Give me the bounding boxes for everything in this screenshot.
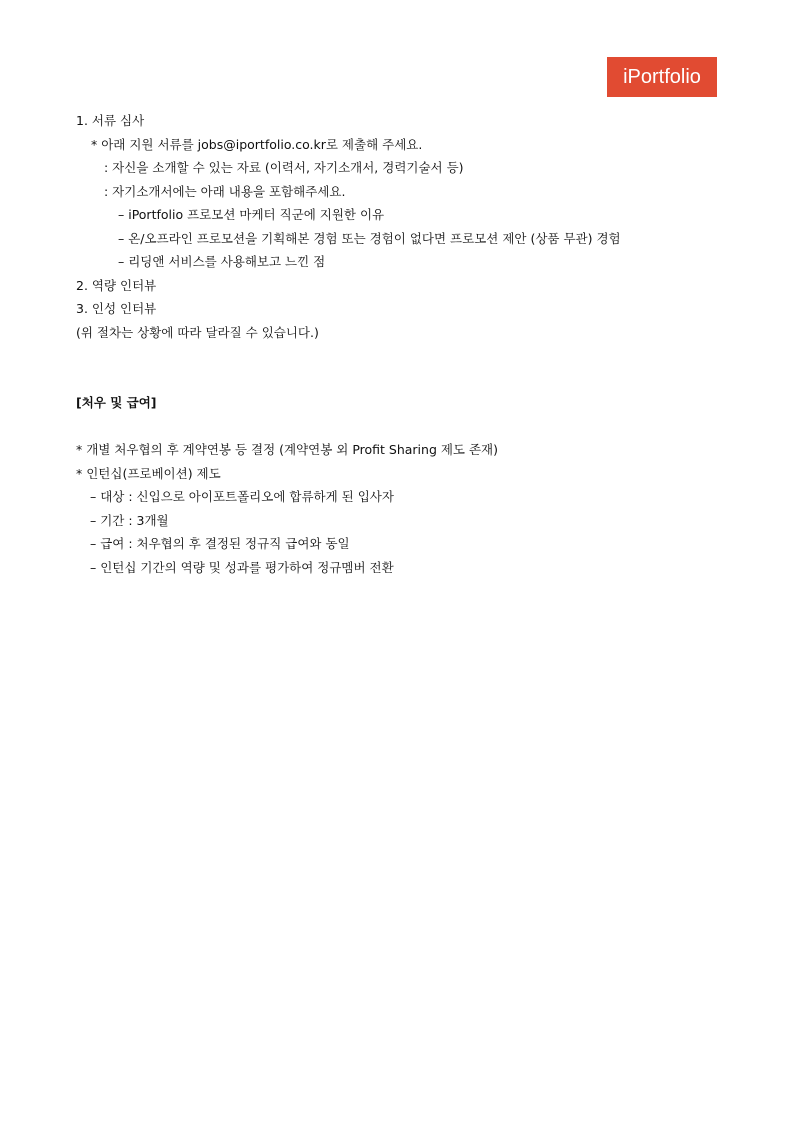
internship-bullet: * 인턴십(프로베이션) 제도 bbox=[76, 465, 221, 481]
submission-note: * 아래 지원 서류를 jobs@iportfolio.co.kr로 제출해 주세요. bbox=[91, 136, 423, 152]
required-documents: : 자신을 소개할 수 있는 자료 (이력서, 자기소개서, 경력기술서 등) bbox=[104, 160, 464, 175]
cover-letter-item: – 리딩앤 서비스를 사용해보고 느낀 점 bbox=[118, 254, 326, 269]
cover-letter-item: – iPortfolio 프로모션 마케터 직군에 지원한 이유 bbox=[118, 207, 385, 222]
document-body bbox=[76, 109, 721, 579]
cover-letter-item: – 온/오프라인 프로모션을 기획해본 경험 또는 경험이 없다면 프로모션 제안 (상품 무관) 경험 bbox=[118, 230, 621, 246]
internship-detail: – 급여 : 처우협의 후 결정된 정규직 급여와 동일 bbox=[90, 536, 350, 551]
internship-detail: – 대상 : 신입으로 아이포트폴리오에 합류하게 된 입사자 bbox=[90, 489, 394, 504]
internship-detail: – 인턴십 기간의 역량 및 성과를 평가하여 정규멤버 전환 bbox=[90, 559, 394, 575]
step-competency-interview: 2. 역량 인터뷰 bbox=[76, 277, 157, 293]
cover-letter-note: : 자기소개서에는 아래 내용을 포함해주세요. bbox=[104, 183, 346, 199]
iportfolio-logo: iPortfolio bbox=[607, 57, 717, 97]
step-document-review: 1. 서류 심사 bbox=[76, 113, 145, 128]
process-footnote: (위 절차는 상황에 따라 달라질 수 있습니다.) bbox=[76, 324, 319, 340]
step-personality-interview: 3. 인성 인터뷰 bbox=[76, 301, 157, 316]
internship-detail: – 기간 : 3개월 bbox=[90, 512, 169, 528]
compensation-bullet: * 개별 처우협의 후 계약연봉 등 결정 (계약연봉 외 Profit Sharing 제도 존재) bbox=[76, 442, 499, 457]
compensation-heading: [처우 및 급여] bbox=[76, 395, 157, 410]
